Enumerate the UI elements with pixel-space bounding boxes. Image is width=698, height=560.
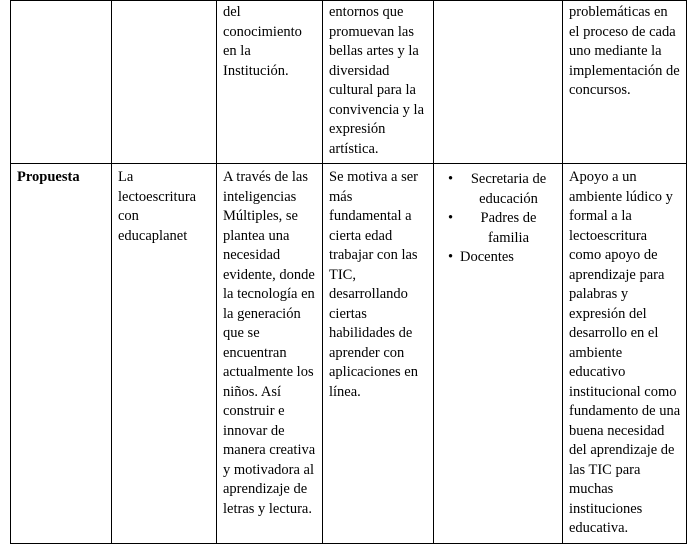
row2-col4-cell: Se motiva a ser más fundamental a cierta edad trabajar con las TIC, desarrollando ciertas habilidades de aprender con aplicaciones en línea.	[323, 164, 434, 544]
row1-col1-cell	[11, 1, 112, 164]
row2-col3-cell: A través de las inteligencias Múltiples, se plantea una necesidad evidente, donde la tecnología en la generación que se encuentran actualmente los niños. Así construir e innovar de manera creativa y motivadora al aprendizaje de letras y lectura.	[217, 164, 323, 544]
table-row	[11, 164, 687, 544]
list-item: • Secretaria de educación	[448, 170, 557, 209]
list-item: • Docentes	[448, 248, 557, 268]
row2-col2-cell: La lectoescritura con educaplanet	[112, 164, 217, 544]
row1-col3-cell: del conocimiento en la Institución.	[217, 1, 323, 164]
proposal-table	[10, 0, 687, 544]
row2-col5-cell	[434, 164, 563, 544]
row2-col6-cell: Apoyo a un ambiente lúdico y formal a la lectoescritura como apoyo de aprendizaje para palabras y expresión del desarrollo en el ambiente educativo institucional como fundamento de una buena necesidad del aprendizaje de las TIC para muchas instituciones educativa.	[563, 164, 687, 544]
stakeholder-list	[440, 170, 557, 268]
list-item: • Padres de familia	[448, 209, 557, 248]
row1-col2-cell	[112, 1, 217, 164]
row1-col5-cell	[434, 1, 563, 164]
row1-col6-cell: problemáticas en el proceso de cada uno mediante la implementación de concursos.	[563, 1, 687, 164]
row-label-propuesta: Propuesta	[11, 164, 112, 544]
row1-col4-cell: entornos que promuevan las bellas artes y la diversidad cultural para la convivencia y la expresión artística.	[323, 1, 434, 164]
table-row	[11, 1, 687, 164]
